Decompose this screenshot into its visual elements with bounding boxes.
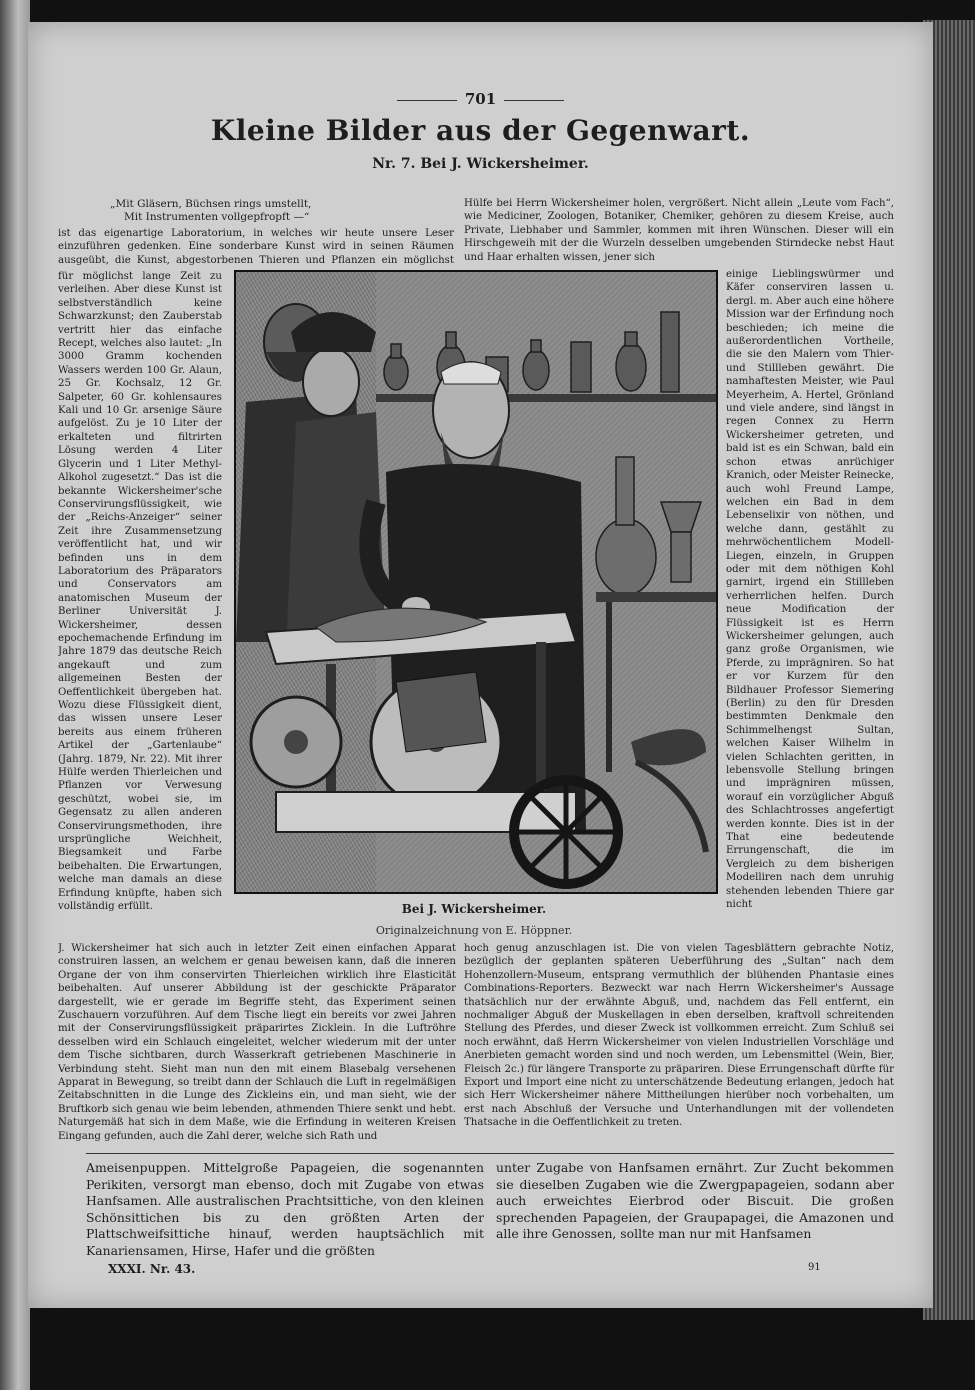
bottom-right-text: hoch genug anzuschlagen ist. Die von vielen Tagesblättern gebrachte Notiz, bezüglich der geplanten späteren Ueberführung des „Sultan“ nach dem Hohenzollern-Museum, entsprang vermuthlich der blühenden Phantasie eines Combinations-Reporters. Bezweckt war nach Herrn Wickersheimer's Aussage thatsächlich nur der erwähnte Abguß, und, nachdem das Fell entfernt, ein nochmaliger Abguß der Muskellagen in eben derselben, kraftvoll schreitenden Stellung des Pferdes, und dieser Zweck ist vollkommen erreicht. Zum Schluß sei noch erwähnt, daß Herrn Wickersheimer von vielen Industriellen Vorschläge und Anerbieten gemacht worden sind und noch werden, um Lebensmittel (Wein, Bier, Fleisch 2c.) für längere Transporte zu präpariren. Diese Errungenschaft dürfte für Export und Import eine nicht zu unterschätzende Bedeutung erlangen, jedoch hat sich Herr Wickersheimer nähere Mittheilungen hierüber noch vorbehalten, um erst nach Abschluß der Versuche und Unterhandlungen mit der vollendeten Thatsache in die Oeffentlichkeit zu treten. bbox=[464, 943, 894, 1129]
quote-line-2: Mit Instrumenten vollgepfropft —“ bbox=[124, 211, 310, 223]
quote-line-1: „Mit Gläsern, Büchsen rings umstellt, bbox=[110, 198, 312, 210]
engraving-illustration bbox=[234, 270, 718, 894]
page-number-text: 701 bbox=[464, 90, 497, 108]
section-divider bbox=[86, 1153, 894, 1154]
article-subheadline: Nr. 7. Bei J. Wickersheimer. bbox=[372, 156, 589, 172]
intro-left-text: ist das eigenartige Laboratorium, in welches wir heute unsere Leser einzuführen gedenken. Eine sonderbare Kunst wird in seinen Räumen ausgeübt, die Kunst, abgestorbenen Thieren und Pflanzen ein möglichst bbox=[58, 228, 454, 266]
issue-number: XXXI. Nr. 43. bbox=[108, 1262, 196, 1276]
left-column-text: für möglichst lange Zeit zu verleihen. Aber diese Kunst ist selbstverständlich keine Schwarzkunst; den Zauberstab vertritt hier das einfache Recept, welches also lautet: „In 3000 Gramm kochenden Wassers werden 100 Gr. Alaun, 25 Gr. Kochsalz, 12 Gr. Salpeter, 60 Gr. kohlensaures Kali und 10 Gr. arsenige Säure aufgelöst. Zu je 10 Liter der erkalteten und filtrirten Lösung werden 4 Liter Glycerin und 1 Liter Methyl-Alkohol zugesetzt.“ Das ist die bekannte Wickersheimer'sche Conservirungsflüssigkeit, wie der „Reichs-Anzeiger“ seiner Zeit ihre Zusammensetzung veröffentlicht hat, und wir befinden uns in dem Laboratorium des Präparators und Conservators am anatomischen Museum der Berliner Universität J. Wickersheimer, dessen epochemachende Erfindung im Jahre 1879 das deutsche Reich angekauft und zum allgemeinen Besten der Oeffentlichkeit übergeben hat. Wozu diese Flüssigkeit dient, das wissen unsere Leser bereits aus einem früheren Artikel der „Gartenlaube“ (Jahrg. 1879, Nr. 22). Mit ihrer Hülfe werden Thierleichen und Pflanzen vor Verwesung geschützt, wobei sie, im Gegensatz zu allen anderen Conservirungsmethoden, ihre ursprüngliche Weichheit, Biegsamkeit und Farbe beibehalten. Die Erwartungen, welche man damals an diese Erfindung knüpfte, haben sich vollständig erfüllt. bbox=[58, 271, 222, 913]
magazine-page bbox=[28, 22, 933, 1308]
epigraph-quote bbox=[96, 198, 456, 224]
ornament-rule-left bbox=[397, 100, 457, 101]
intro-right-text: Hülfe bei Herrn Wickersheimer holen, vergrößert. Nicht allein „Leute vom Fach“, wie Mediciner, Zoologen, Botaniker, Chemiker, gehören zu diesem Kreise, auch Private, Liebhaber und Sammler, kommen mit ihren Wünschen. Dieser will ein Hirschgeweih mit der die Wurzeln desselben umgebenden Stirndecke nebst Haut und Haar erhalten wissen, jener sich bbox=[464, 198, 894, 263]
ornament-rule-right bbox=[504, 100, 564, 101]
right-column-text: einige Lieblingswürmer und Käfer conserviren lassen u. dergl. m. Aber auch eine höhere Mission war der Erfindung noch beschieden; ich meine die außerordentlichen Vortheile, die sie den Malern vom Thier- und Stillleben gewährt. Die namhaftesten Meister, wie Paul Meyerheim, A. Hertel, Grönland und viele andere, sind längst in regen Connex zu Herrn Wickersheimer getreten, und bald ist es ein Schwan, bald ein schon etwas anrüchiger Kranich, oder Meister Reinecke, auch wohl Freund Lampe, welchen ein Bad in dem Lebenselixir von nöthen, und welche dann, gestählt zu mehrwöchentlichem Modell-Liegen, einzeln, in Gruppen oder mit dem nöthigen Kohl garnirt, irgend ein Stillleben verherrlichen helfen. Durch neue Modification der Flüssigkeit ist es Herrn Wickersheimer gelungen, auch ganz große Organismen, wie Pferde, zu imprägniren. So hat er vor Kurzem für den Bildhauer Professor Siemering (Berlin) zu den für Dresden bestimmten Denkmale den Schimmelhengst Sultan, welchen Kaiser Wilhelm in vielen Schlachten geritten, in lebensvolle Stellung bringen und imprägniren müssen, worauf ein vorzüglicher Abguß des Schlachtrosses angefertigt werden konnte. Dies ist in der That eine bedeutende Errungenschaft, die im Vergleich zu dem bisherigen Modelliren nach dem unruhig stehenden lebenden Thiere gar nicht bbox=[726, 269, 894, 911]
book-left-edge bbox=[0, 0, 30, 1390]
bottom-left-text: J. Wickersheimer hat sich auch in letzter Zeit einen einfachen Apparat construiren lassen, an welchem er genau beweisen kann, daß die inneren Organe der von ihm conservirten Thierleichen wirklich ihre Elasticität beibehalten. Auf unserer Abbildung ist der geschickte Präparator dargestellt, wie er gerade im Begriffe steht, das Experiment seinen Zuschauern vorzuführen. Auf dem Tische liegt ein bereits vor zwei Jahren mit der Conservirungsflüssigkeit präparirtes Zicklein. In die Luftröhre desselben wird ein Schlauch eingeleitet, welcher wiederum mit der unter dem Tische sichtbaren, durch Wasserkraft getriebenen Maschinerie in Verbindung steht. Sieht man nun den mit einem Blasebalg versehenen Apparat in Bewegung, so treibt dann der Schlauch die Luft in regelmäßigen Zeitabschnitten in die Lunge des Zickleins ein, und man sieht, wie der Bruftkorb sich genau wie beim lebenden, athmenden Thiere senkt und hebt. Naturgemäß hat sich in dem Maße, wie die Erfindung in weiteren Kreisen Eingang gefunden, auch die Zahl derer, welche sich Rath und bbox=[58, 943, 456, 1142]
lower-right-text: unter Zugabe von Hanfsamen ernährt. Zur Zucht bekommen sie dieselben Zugaben wie die Zwergpapageien, sodann aber auch erweichtes Eierbrod oder Biscuit. Die großen sprechenden Papageien, der Graupapagei, die Amazonen und alle ihre Genossen, sollte man nur mit Hanfsamen bbox=[496, 1160, 894, 1241]
sheet-signature: 91 bbox=[808, 1262, 821, 1273]
article-headline: Kleine Bilder aus der Gegenwart. bbox=[210, 114, 751, 147]
page-number bbox=[28, 90, 933, 108]
illustration-credit: Originalzeichnung von E. Höppner. bbox=[375, 924, 573, 937]
illustration-caption: Bei J. Wickersheimer. bbox=[401, 902, 547, 916]
laboratory-engraving bbox=[236, 272, 716, 892]
lower-left-text: Ameisenpuppen. Mittelgroße Papageien, die sogenannten Perikiten, versorgt man ebenso, doch mit Zugabe von etwas Hanfsamen. Alle australischen Prachtsittiche, von den kleinen Schönsittichen bis zu den größten Arten der Plattschweifsittiche hinauf, werden hauptsächlich mit Kanariensamen, Hirse, Hafer und die größten bbox=[86, 1160, 484, 1258]
